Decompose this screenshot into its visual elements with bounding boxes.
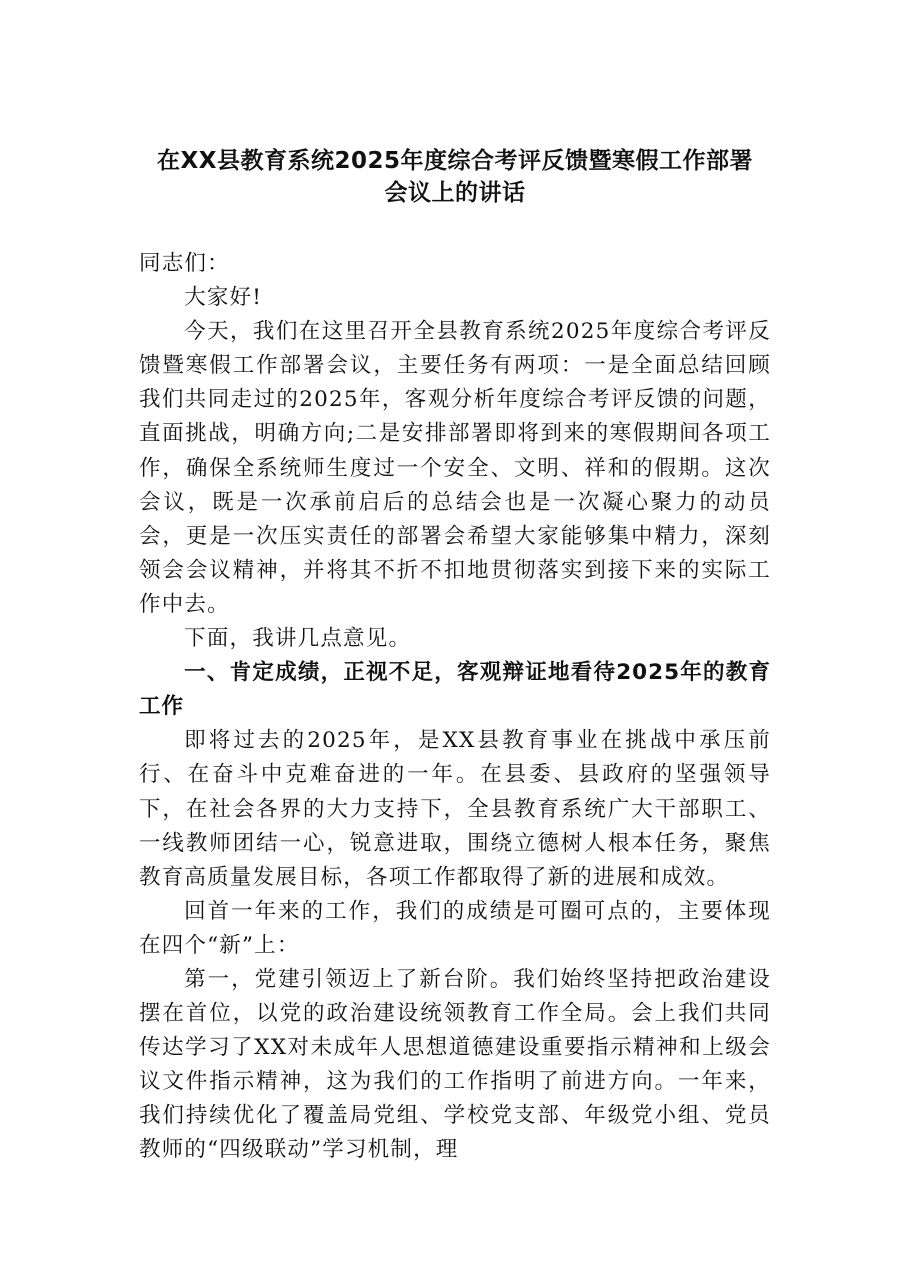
section-1-heading: 一、肯定成绩，正视不足，客观辩证地看待2025年的教育工作 [139, 660, 771, 720]
title-line-1: 在XX县教育系统2025年度综合考评反馈暨寒假工作部署 [157, 148, 753, 174]
paragraph-transition: 下面，我讲几点意见。 [184, 626, 412, 652]
greeting: 大家好! [184, 285, 263, 311]
section-1-paragraph: 即将过去的2025年，是XX县教育事业在挑战中承压前行、在奋斗中克难奋进的一年。在县委、县政府的坚强领导下，在社会各界的大力支持下，全县教育系统广大干部职工、一线教师团结一心，锐意进取，围绕立德树人根本任务，聚焦教育高质量发展目标，各项工作都取得了新的进展和成效。 [139, 728, 771, 890]
salutation: 同志们： [139, 251, 230, 276]
title-line-2: 会议上的讲话 [384, 180, 526, 206]
section-1-paragraph: 第一，党建引领迈上了新台阶。我们始终坚持把政治建设摆在首位，以党的政治建设统领教育工作全局。会上我们共同传达学习了XX对未成年人思想道德建设重要指示精神和上级会议文件指示精神，这为我们的工作指明了前进方向。一年来，我们持续优化了覆盖局党组、学校党支部、年级党小组、党员教师的“四级联动”学习机制，理 [139, 966, 771, 1163]
document-title [130, 145, 780, 209]
document-body [139, 247, 771, 1168]
paragraph-intro: 今天，我们在这里召开全县教育系统2025年度综合考评反馈暨寒假工作部署会议，主要任务有两项：一是全面总结回顾我们共同走过的2025年，客观分析年度综合考评反馈的问题，直面挑战，明确方向;二是安排部署即将到来的寒假期间各项工作，确保全系统师生度过一个安全、文明、祥和的假期。这次会议，既是一次承前启后的总结会也是一次凝心聚力的动员会，更是一次压实责任的部署会希望大家能够集中精力，深刻领会会议精神，并将其不折不扣地贯彻落实到接下来的实际工作中去。 [139, 319, 771, 617]
section-1-paragraph: 回首一年来的工作，我们的成绩是可圈可点的，主要体现在四个“新”上： [139, 898, 771, 958]
